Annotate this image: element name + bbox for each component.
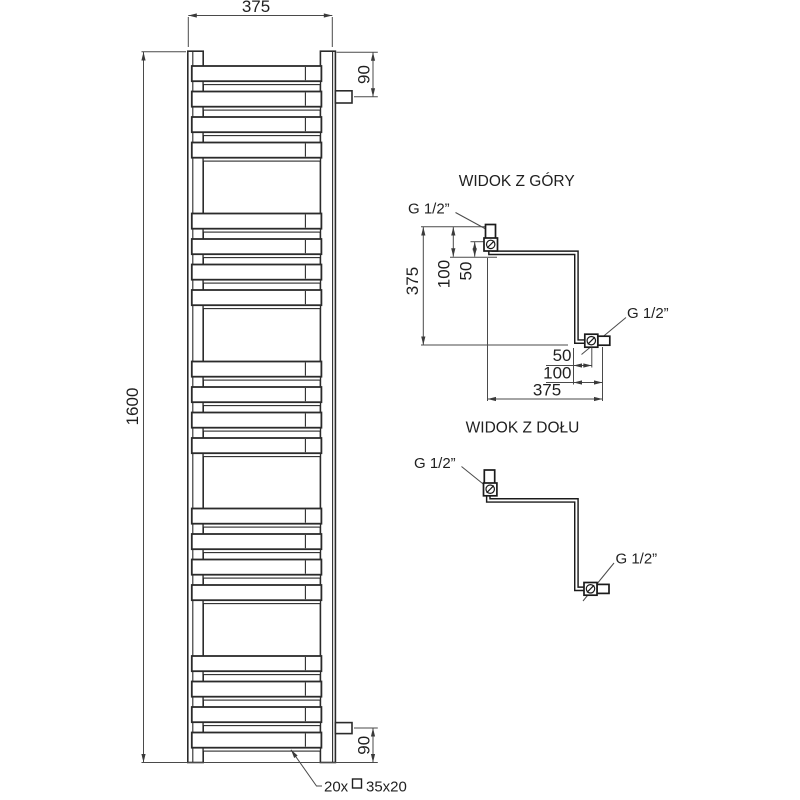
right-fitting-label: G 1/2” — [615, 550, 658, 568]
towel-bar — [192, 387, 322, 402]
towel-bars — [192, 66, 322, 751]
bottom-100-dim-text: 100 — [543, 363, 572, 383]
top-view-title: WIDOK Z GÓRY — [458, 173, 575, 190]
towel-bar — [192, 290, 322, 305]
towel-bar — [192, 682, 322, 697]
towel-bar — [192, 143, 322, 158]
towel-bar — [192, 733, 322, 748]
bottom-pipe-dim-text: 90 — [354, 735, 374, 755]
leader-line — [462, 467, 484, 485]
bottom-view — [414, 420, 657, 602]
top-view — [403, 173, 669, 401]
fitting-nipple — [597, 584, 609, 593]
towel-bar — [192, 509, 322, 524]
towel-bar — [192, 585, 322, 600]
towel-bar — [192, 239, 322, 254]
bars-profile-label — [291, 750, 407, 796]
fitting-nipple — [484, 470, 494, 484]
towel-bar — [192, 66, 322, 81]
height-dim-text: 1600 — [123, 387, 142, 426]
right-fitting-label: G 1/2” — [627, 305, 669, 322]
top-pipe-dim-text: 90 — [354, 65, 374, 84]
bars-qty-text: 20x — [324, 778, 349, 796]
dim-width-375 — [188, 0, 332, 47]
pipe-outline — [491, 249, 586, 342]
bottom-view-right-fitting — [584, 583, 609, 596]
towel-bar — [192, 413, 322, 428]
towel-bar — [192, 707, 322, 722]
depth-dim-text: 375 — [403, 266, 422, 296]
leader-line — [291, 750, 322, 786]
offset-50-dim-text: 50 — [456, 261, 476, 281]
width-dim-text: 375 — [241, 0, 271, 16]
towel-bar — [192, 117, 322, 132]
towel-bar — [192, 656, 322, 671]
top-view-bottom-dims — [488, 258, 603, 401]
fitting-nipple — [598, 336, 610, 345]
bottom-375-dim-text: 375 — [532, 380, 562, 400]
towel-bar — [192, 560, 322, 575]
pipe-outline — [488, 495, 585, 589]
bottom-view-left-fitting — [484, 470, 497, 496]
towel-bar — [192, 92, 322, 107]
top-view-right-fitting — [585, 334, 610, 347]
left-fitting-label: G 1/2” — [408, 200, 450, 218]
dim-height-1600 — [123, 52, 186, 763]
bottom-view-title: WIDOK Z DOŁU — [465, 419, 580, 437]
bottom-pipe-stub — [335, 723, 352, 734]
towel-bar — [192, 438, 322, 453]
towel-bar — [192, 534, 322, 549]
towel-bar — [192, 214, 322, 229]
pipe-core — [488, 495, 585, 589]
bars-profile-text: 35x20 — [366, 778, 407, 796]
top-pipe-stub — [335, 91, 352, 103]
front-view — [123, 0, 407, 796]
towel-bar — [192, 362, 322, 377]
towel-bar — [192, 265, 322, 280]
top-view-left-fitting — [484, 225, 498, 252]
left-fitting-label: G 1/2” — [414, 455, 456, 472]
fitting-nipple — [486, 225, 496, 240]
bottom-50-dim-text: 50 — [552, 346, 572, 365]
offset-100-dim-text: 100 — [434, 259, 454, 289]
pipe-core — [491, 249, 586, 342]
square-profile-icon — [353, 779, 362, 788]
